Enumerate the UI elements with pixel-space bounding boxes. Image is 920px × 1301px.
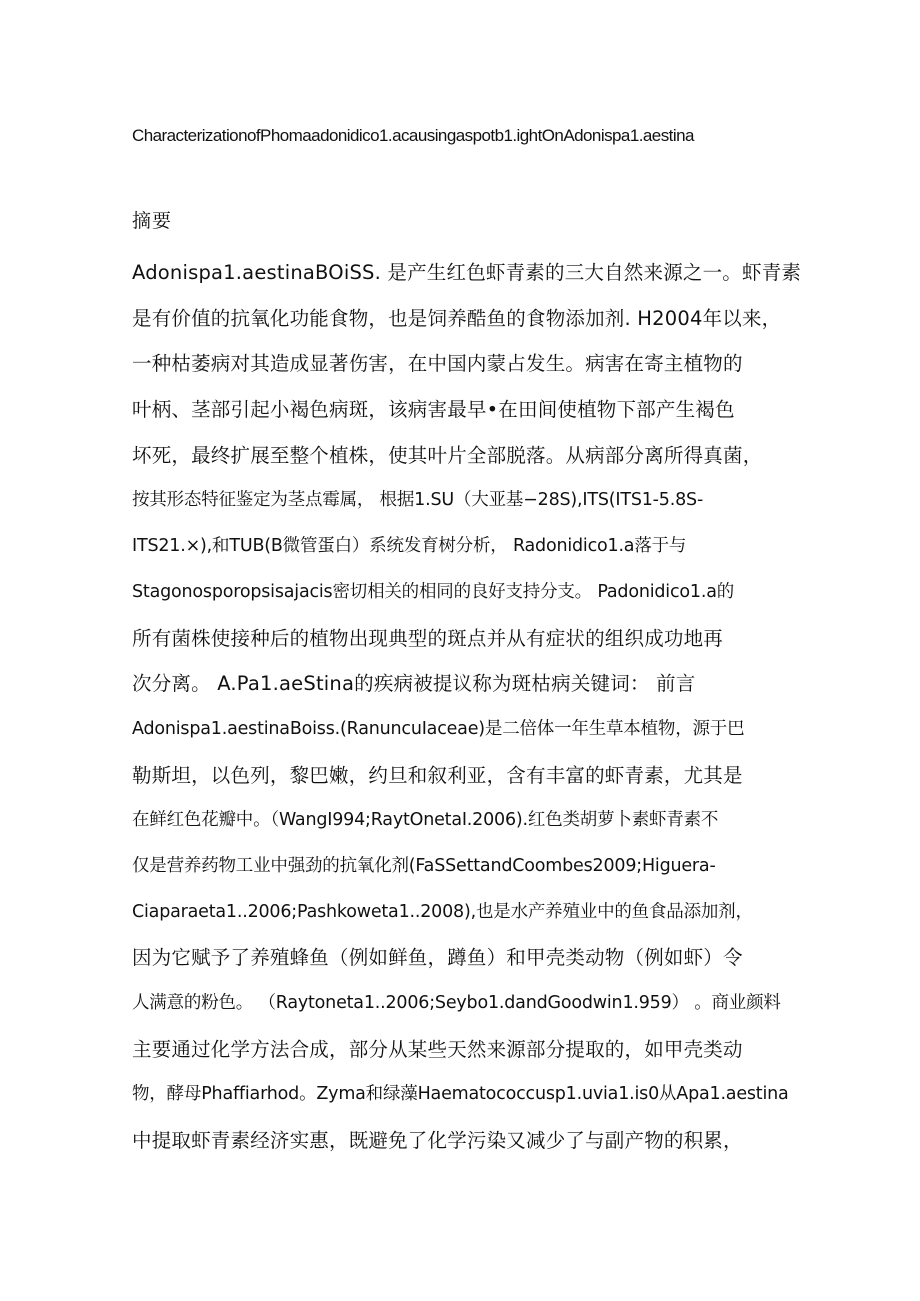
- document-title: CharacterizationofPhomaadonidico1.acausingaspotb1.ightOnAdonispa1.aestina: [132, 126, 694, 145]
- text-line: ITS21.×),和TUB(B微管蛋白）系统发育树分析， Radonidico1.a落于与: [132, 536, 687, 557]
- text-line: Adonispa1.aestinaBOiSS. 是产生红色虾青素的三大自然来源之一。虾青素: [132, 261, 802, 284]
- text-line: 坏死，最终扩展至整个植株，使其叶片全部脱落。从病部分离所得真菌，: [132, 443, 763, 467]
- text-line: 中提取虾青素经济实惠，既避免了化学污染又减少了与副产物的积累，: [132, 1129, 743, 1153]
- text-line: 一种枯萎病对其造成显著伤害，在中国内蒙占发生。病害在寄主植物的: [132, 352, 743, 376]
- text-line: 物，酵母Phaffiarhod。Zyma和绿藻Haematococcusp1.uvia1.is0从Apa1.aestina: [132, 1084, 789, 1105]
- text-line: 叶柄、茎部引起小褐色病斑，该病害最早•在田间使植物下部产生褐色: [132, 398, 735, 422]
- text-line: 主要通过化学方法合成，部分从某些天然来源部分提取的，如甲壳类动: [132, 1037, 743, 1061]
- text-line: Stagonosporopsisajacis密切相关的相同的良好支持分支。 Padonidico1.a的: [132, 581, 735, 602]
- text-line: 按其形态特征鉴定为茎点霉属， 根据1.SU（大亚基−28S),ITS(ITS1-5.8S-: [132, 490, 704, 511]
- text-line: 在鲜红色花瓣中。（WangI994;RaytOnetaI.2006).红色类胡萝卜素虾青素不: [132, 810, 719, 831]
- abstract-body: [132, 250, 812, 1164]
- text-line: 人满意的粉色。 （Raytoneta1..2006;Seybo1.dandGoodwin1.959） 。商业颜料: [132, 993, 781, 1013]
- text-line: Adonispa1.aestinaBoiss.(RanuncuIaceae)是二倍体一年生草本植物，源于巴: [132, 718, 745, 739]
- text-line: 勒斯坦，以色列，黎巴嫩，约旦和叙利亚，含有丰富的虾青素，尤其是: [132, 763, 743, 787]
- text-line: 次分离。 A.Pa1.aeStina的疾病被提议称为斑枯病关键词： 前言: [132, 672, 696, 696]
- text-line: Ciaparaeta1..2006;Pashkoweta1..2008),也是水产养殖业中的鱼食品添加剂，: [132, 901, 753, 922]
- text-line: 所有菌株使接种后的植物出现典型的斑点并从有症状的组织成功地再: [132, 626, 724, 650]
- text-line: 因为它赋予了养殖蜂鱼（例如鲜鱼，蹲鱼）和甲壳类动物（例如虾）令: [132, 946, 743, 970]
- abstract-heading: 摘要: [132, 210, 173, 232]
- text-line: 是有价值的抗氧化功能食物，也是饲养酷鱼的食物添加剂. H2004年以来，: [132, 306, 782, 330]
- text-line: 仅是营养药物工业中强劲的抗氧化剂(FaSSettandCoombes2009;Higuera-: [132, 855, 716, 876]
